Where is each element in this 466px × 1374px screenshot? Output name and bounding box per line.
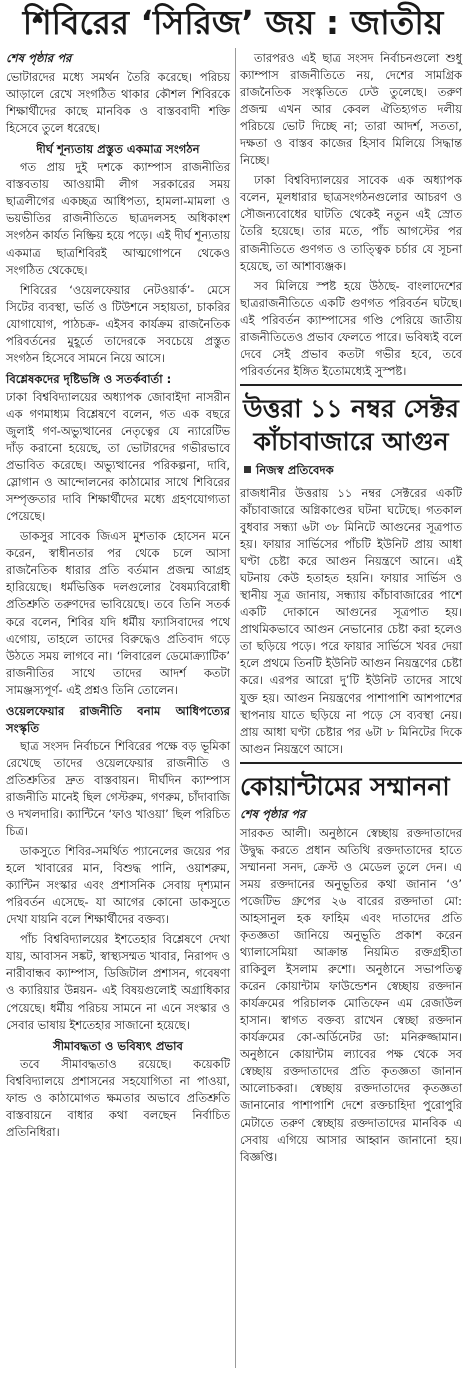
paragraph: তারপরও এই ছাত্র সংসদ নির্বাচনগুলো শুধু ক্যাম্পাস রাজনীতিতে নয়, দেশের সামগ্রিক রাজনৈতিক সংস্কৃতিতে ঢেউ তুলেছে। তরুণ প্রজন্ম এখন আর কেবল ঐতিহ্যগত দলীয় পরিচয়ে ভোট দিচ্ছে না; তারা আদর্শ, সততা, দক্ষতা ও বাস্তব কাজের হিসাব মিলিয়ে সিদ্ধান্ত নিচ্ছে। [240,51,462,168]
continued-label: শেষ পৃষ্ঠার পর [6,51,72,65]
subheading: বিশ্লেষকদের দৃষ্টিভঙ্গি ও সতর্কবার্তা : [6,371,172,386]
subheading: দীর্ঘ শূন্যতায় প্রস্তুত একমাত্র সংগঠন [36,142,200,157]
paragraph: সব মিলিয়ে স্পষ্ট হয়ে উঠছে- বাংলাদেশের ছাত্ররাজনীতিতে একটি গুণগত পরিবর্তন ঘটছে। এই পরিবর্তন ক্যাম্পাসের গণ্ডি পেরিয়ে জাতীয় রাজনীতিতেও প্রভাব ফেলতে পারে। ভবিষ্যই বলে দেবে সেই প্রভাব কতটা গভীর হবে, তবে পরিবর্তনের ইঙ্গিত ইতোমধ্যেই সুস্পষ্ট। [240,278,462,378]
paragraph: ভোটারদের মধ্যে সমর্থন তৈরি করেছে। পরিচয় আড়ালে রেখে সংগঠিত থাকার কৌশল শিবিরকে শিক্ষার্থীদের কাছে মানবিক ও বাস্তববাদী শক্তি হিসেবে তুলে ধরেছে। [6,70,230,136]
story-divider [240,384,462,386]
continued-label: শেষ পৃষ্ঠার পর [240,806,306,821]
column-left [6,50,230,1144]
story-headline-fire: উত্তরা ১১ নম্বর সেক্টর কাঁচাবাজারে আগুন [243,393,459,456]
paragraph: ঢাকা বিশ্ববিদ্যালয়ের সাবেক এক অধ্যাপক বলেন, মূলধারার ছাত্রসংগঠনগুলোর আচরণ ও সৌজন্যবোধের ঘাটতি থেকেই নতুন এই স্রোত তৈরি হয়েছে। তার মতে, পাঁচ আগস্টের পর রাজনীতিতে গুণগত ও তাত্ত্বিক চর্চার যে সূচনা হয়েছে, তা আশাব্যঞ্জক। [240,173,462,273]
paragraph: ডাকসুর সাবেক জিএস মুশতাক হোসেন মনে করেন, স্বাধীনতার পর থেকে চলে আসা রাজনৈতিক ধারার প্রতি বর্তমান প্রজন্ম আগ্রহ হারিয়েছে। ধর্মভিত্তিক দলগুলোর বৈষম্যবিরোধী প্রতিশ্রুতি তরুণদের ভাবিয়েছে। তবে তিনি সতর্ক করে বলেন, শিবির যদি ধর্মীয় ফ্যাসিবাদের পথে এগোয়, তাহলে তাদের বিরুদ্ধেও প্রতিবাদ গড়ে উঠতে সময় লাগবে না। ‘লিবারেল ডেমোক্র্যাটিক’ রাজনীতির সাথে তাদের আদর্শ কতটা সামঞ্জস্যপূর্ণ- এই প্রশ্নও তিনি তোলেন। [6,529,230,697]
column-divider [235,48,236,1368]
story-divider [240,762,462,764]
paragraph: ছাত্র সংসদ নির্বাচনে শিবিরের পক্ষে বড় ভূমিকা রেখেছে তাদের ওয়েলফেয়ার রাজনীতি ও প্রতিশ্রুতির দ্রুত বাস্তবায়ন। দীর্ঘদিন ক্যাম্পাস রাজনীতি মানেই ছিল গেস্টরুম, গণরুম, চাঁদাবাজি ও দখলদারি। ক্যান্টিনে ‘ফাও খাওয়া’ ছিল পরিচিত চিত্র। [6,738,230,839]
subheading: ওয়েলফেয়ার রাজনীতি বনাম আধিপত্যের সংস্কৃতি [6,703,230,735]
column-right [240,50,462,1169]
paragraph: ঢাকা বিশ্ববিদ্যালয়ের অধ্যাপক জোবাইদা নাসরীন এক গণমাধ্যম বিশ্লেষণে বলেন, গত এক বছরে জুলাই গণ-অভ্যুত্থানের নেতৃত্বের যে ন্যারেটিভ দাঁড় করানো হয়েছে, তা ভোটারদের গভীরভাবে প্রভাবিত করেছে। অভ্যুত্থানের পরিকল্পনা, দাবি, স্লোগান ও আন্দোলনের কাঠামোর সাথে শিবিরের সম্পৃক্ততার দাবি শিক্ষার্থীদের মধ্যে গ্রহণযোগ্যতা পেয়েছে। [6,389,230,524]
paragraph: সারকত আলী। অনুষ্ঠানে স্বেচ্ছায় রক্তদাতাদের উদ্বুদ্ধ করতে প্রধান অতিথি রক্তদাতাদের হাতে সম্মাননা সনদ, ক্রেস্ট ও মেডেল তুলে দেন। এ সময় রক্তদানের অনুভূতির কথা জানান ‘ও’ পজেটিভ গ্রুপের ২৬ বারের রক্তদাতা মো: আহসানুল হক ফাহিম এবং দাতাদের প্রতি কৃতজ্ঞতা জানিয়ে অনুভূতি প্রকাশ করেন থ্যালাসেমিয়া আক্রান্ত নিয়মিত রক্তগ্রহীতা রাকিবুল ইসলাম রুশো। অনুষ্ঠানে সভাপতিত্ব করেন কোয়ান্টাম ফাউন্ডেশন স্বেচ্ছায় রক্তদান কার্যক্রমের পরিচালক মোতিফেন এম রেজাউল হাসান। স্বাগত বক্তব্য রাখেন স্বেচ্ছা রক্তদান কার্যক্রমের কো-অর্ডিনেটর ডা: মনিরুজ্জামান। অনুষ্ঠানে কোয়ান্টাম ল্যাবের পক্ষ থেকে সব স্বেচ্ছায় রক্তদাতাদের প্রতি কৃতজ্ঞতা জানান আলোচকরা। স্বেচ্ছায় রক্তদাতাদের কৃতজ্ঞতা জানানোর পাশাপাশি দেশে রক্তচাহিদা পুরোপুরি মেটাতে তরুণ স্বেচ্ছায় রক্তদাতাদের মানবিক এ সেবায় এগিয়ে আসার আহ্বান জানানো হয়। বিজ্ঞপ্তি। [240,825,462,1164]
story-headline-quantum: কোয়ান্টামের সম্মাননা [240,771,450,801]
main-headline: শিবিরের ‘সিরিজ’ জয় : জাতীয় [22,3,444,42]
paragraph: তবে সীমাবদ্ধতাও রয়েছে। কয়েকটি বিশ্ববিদ্যালয়ে প্রশাসনের সহযোগিতা না পাওয়া, ফান্ড ও কাঠামোগত ক্ষমতার অভাবে প্রতিশ্রুতি বাস্তবায়নে বাধার কথা বলছেন নির্বাচিত প্রতিনিধিরা। [6,1056,230,1139]
paragraph: গত প্রায় দুই দশকে ক্যাম্পাস রাজনীতির বাস্তবতায় আওয়ামী লীগ সরকারের সময় ছাত্রলীগের একচ্ছত্র আধিপত্য, হামলা-মামলা ও ভয়ভীতির রাজনীতিতে ছাত্রদলসহ অধিকাংশ সংগঠন কার্যত নিষ্ক্রিয় হয়ে পড়ে। এই দীর্ঘ শূন্যতায় একমাত্র ছাত্রশিবিরই আত্মগোপনে থেকেও সংগঠিত থেকেছে। [6,160,230,277]
subheading: সীমাবদ্ধতা ও ভবিষ্যৎ প্রভাব [53,1038,183,1053]
paragraph: রাজধানীর উত্তরায় ১১ নম্বর সেক্টরের একটি কাঁচাবাজারে অগ্নিকাণ্ডের ঘটনা ঘটেছে। গতকাল বুধবার সন্ধ্যা ৬টা ৩৮ মিনিটে আগুনের সূত্রপাত হয়। ফায়ার সার্ভিসের পাঁচটি ইউনিট প্রায় আধা ঘণ্টা চেষ্টা করে আগুন নিয়ন্ত্রণে আনে। এই ঘটনায় কেউ হতাহত হয়নি। ফায়ার সার্ভিস ও স্থানীয় সূত্র জানায়, সন্ধ্যায় কাঁচাবাজারের পাশে একটি দোকানে আগুনের সূত্রপাত হয়। প্রাথমিকভাবে আগুন নেভানোর চেষ্টা করা হলেও তা ছড়িয়ে পড়ে। পরে ফায়ার সার্ভিসে খবর দেয়া হলে প্রথমে তিনটি ইউনিট আগুন নিয়ন্ত্রণের চেষ্টা করে। এরপর আরো দু’টি ইউনিট তাদের সাথে যুক্ত হয়। আগুন নিয়ন্ত্রণের পাশাপাশি আশপাশের স্থাপনায় যাতে ছড়িয়ে না পড়ে সে ব্যবস্থা নেয়। প্রায় আধা ঘণ্টা চেষ্টার পর ৬টা ৮ মিনিটের দিকে আগুন নিয়ন্ত্রণে আসে। [240,485,462,756]
paragraph: শিবিরের ‘ওয়েলফেয়ার নেটওয়ার্ক’- মেসে সিটের ব্যবস্থা, ভর্তি ও টিউশনে সহায়তা, চাকরির যোগাযোগ, পাঠচক্র- এইসব কার্যক্রম রাজনৈতিক পরিবর্তনের মুহূর্তে তাদেরকে সবচেয়ে প্রস্তুত সংগঠন হিসেবে সামনে নিয়ে আসে। [6,282,230,365]
byline [244,462,462,479]
paragraph: পাঁচ বিশ্ববিদ্যালয়ের ইশতেহার বিশ্লেষণে দেখা যায়, আবাসন সঙ্কট, স্বাস্থ্যসম্মত খাবার, নিরাপদ ও নারীবান্ধব ক্যাম্পাস, ডিজিটাল প্রশাসন, গবেষণা ও ক্যারিয়ার উন্নয়ন- এই বিষয়গুলোই অগ্রাধিকার পেয়েছে। ধর্মীয় পরিচয় সামনে না এনে সংস্কার ও সেবার ভাষায় ইশতেহার সাজানো হয়েছে। [6,932,230,1032]
paragraph: ডাকসুতে শিবির-সমর্থিত প্যানেলের জয়ের পর হলে খাবারের মান, বিশুদ্ধ পানি, ওয়াশরুম, ক্যান্টিন সংস্কার এবং প্রশাসনিক সেবায় দৃশ্যমান পরিবর্তন এসেছে- যা আগের কোনো ডাকসুতে দেখা যায়নি বলে শিক্ষার্থীদের বক্তব্য। [6,844,230,927]
bullet-square-icon [244,466,251,473]
byline-text: নিজস্ব প্রতিবেদক [256,462,334,477]
